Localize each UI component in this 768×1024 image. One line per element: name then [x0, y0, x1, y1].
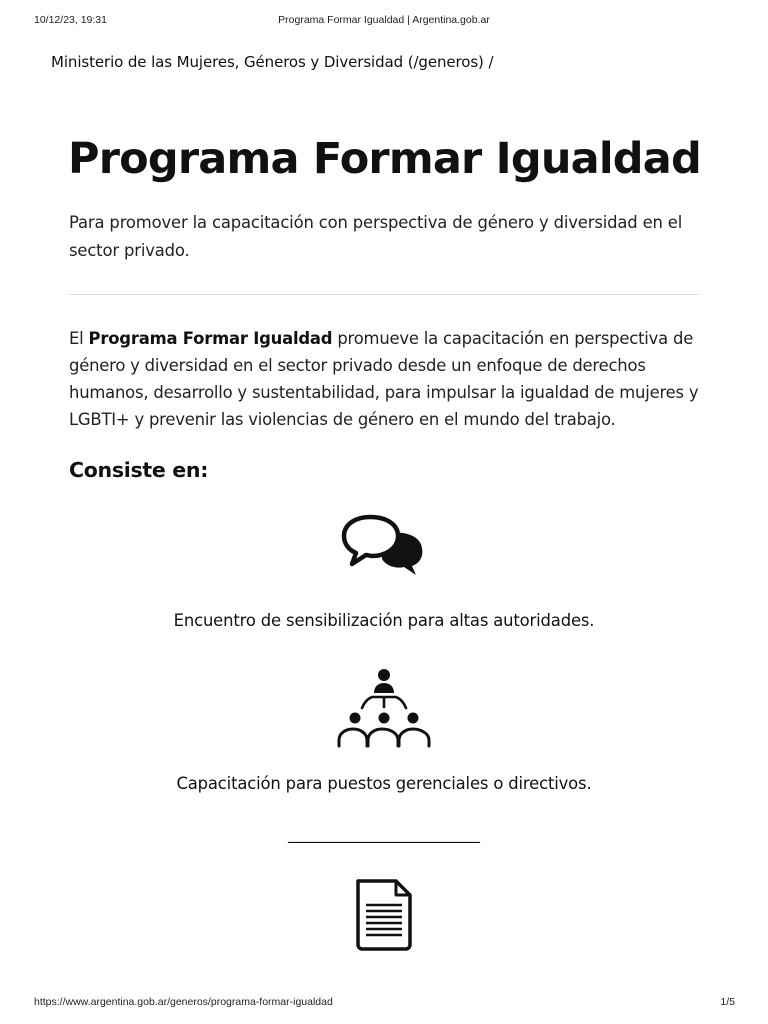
chat-bubbles-icon — [340, 512, 428, 578]
item-2-caption: Capacitación para puestos gerenciales o directivos. — [176, 774, 592, 793]
item-1-caption: Encuentro de sensibilización para altas autoridades. — [173, 611, 595, 630]
lead-paragraph: Para promover la capacitación con perspectiva de género y diversidad en el sector privado. — [69, 213, 683, 260]
divider — [69, 294, 699, 295]
print-url: https://www.argentina.gob.ar/generos/programa-formar-igualdad — [34, 996, 333, 1008]
print-header — [0, 14, 768, 30]
print-datetime: 10/12/23, 19:31 — [34, 14, 107, 26]
body-paragraph — [69, 325, 705, 433]
print-page-number: 1/5 — [720, 996, 735, 1008]
print-doc-title: Programa Formar Igualdad | Argentina.gob.ar — [278, 14, 490, 26]
item-3-icon-wrap — [0, 877, 768, 955]
section-heading: Consiste en: — [69, 458, 209, 482]
body-prefix: El — [69, 329, 89, 348]
print-footer — [0, 996, 768, 1012]
body-rest: promueve la capacitación en perspectiva de género y diversidad en el sector privado desde un enfoque de derechos humanos, desarrollo y sustentabilidad, para impulsar la igualdad de mujeres y LGBTI+ y prevenir las violencias de género en el mundo del trabajo. — [69, 329, 699, 429]
group-hierarchy-icon — [334, 666, 434, 750]
page-title: Programa Formar Igualdad — [68, 134, 701, 184]
program-name-strong: Programa Formar Igualdad — [88, 329, 333, 348]
item-1-icon-wrap — [0, 512, 768, 582]
item-2-icon-wrap — [0, 666, 768, 754]
document-icon — [352, 877, 416, 951]
dashed-separator: ________________________ — [288, 824, 480, 843]
breadcrumb[interactable]: Ministerio de las Mujeres, Géneros y Diversidad (/generos) / — [51, 53, 494, 71]
